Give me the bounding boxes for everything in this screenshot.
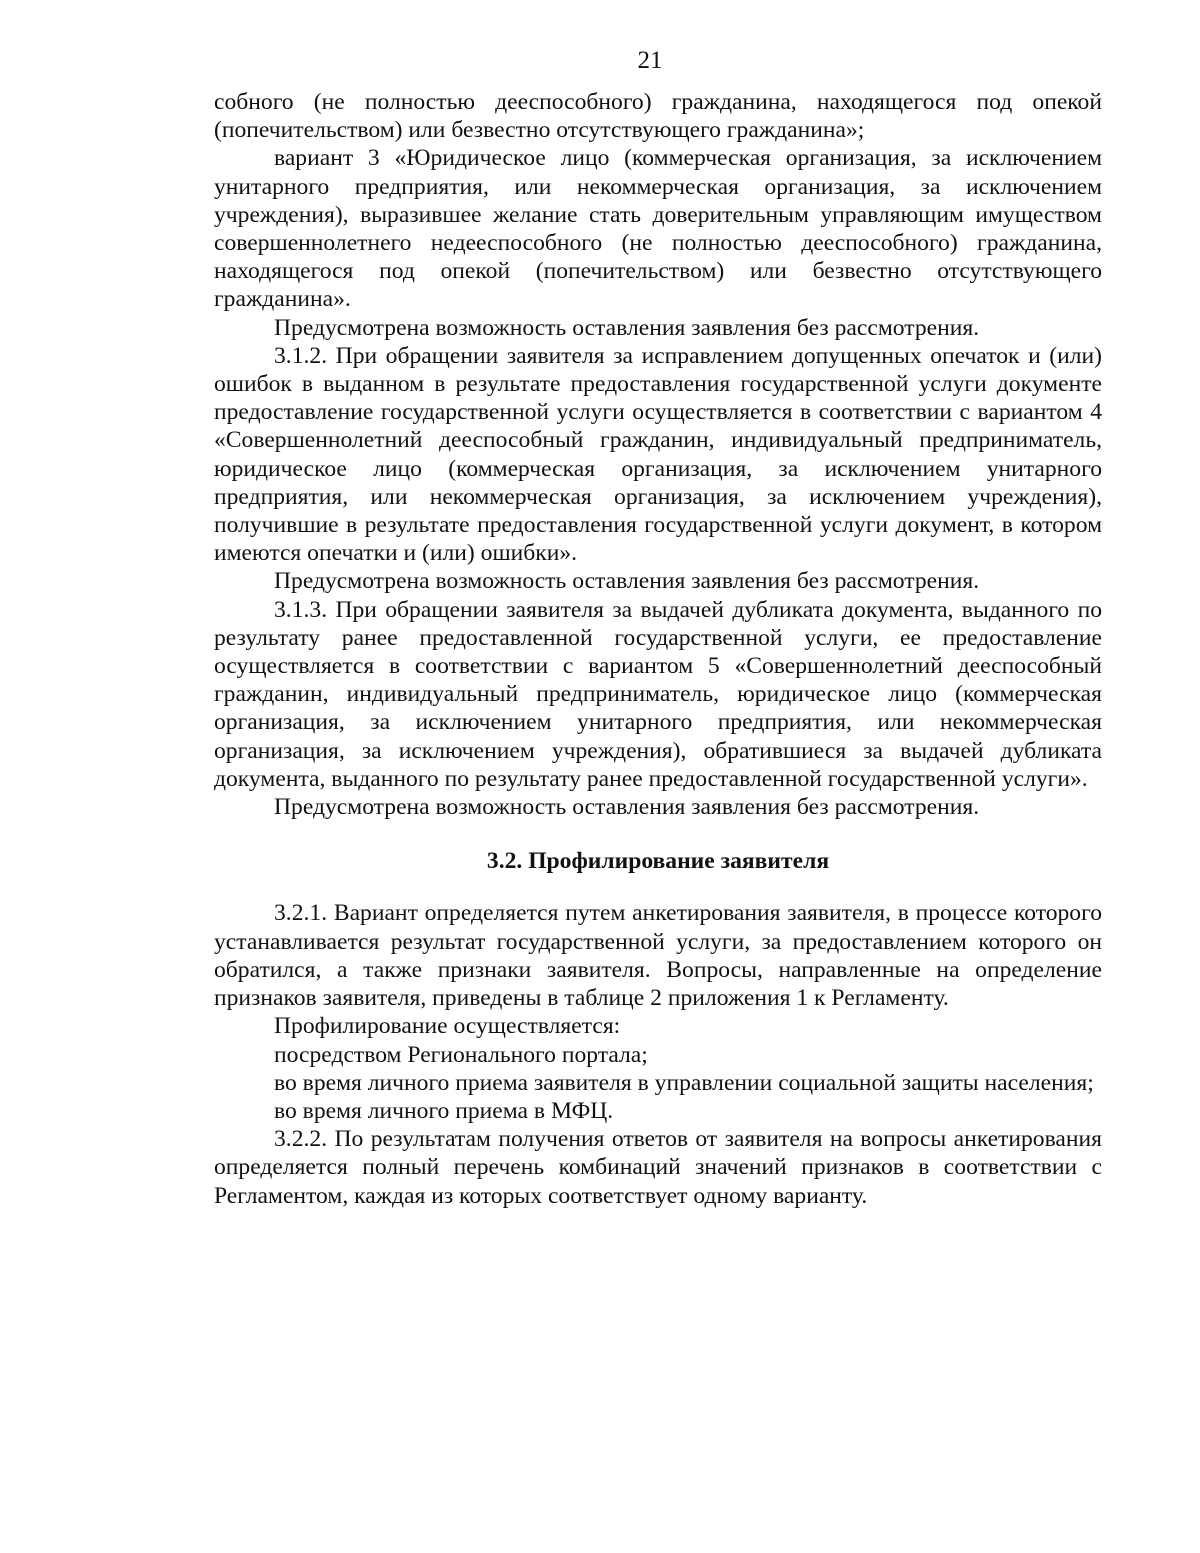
paragraph-no-review-note: Предусмотрена возможность оставления заявления без рассмотрения.	[274, 568, 980, 595]
paragraph-3-1-3: 3.1.3. При обращении заявителя за выдачей дубликата документа, выданного по результату ранее предоставленной государственной услуги, ее предоставление осуществляется в соответствии с вариантом 5 «Совершеннолетний дееспособный гражданин, индивидуальный предприниматель, юридическое лицо (коммерческая организация, за исключением унитарного предприятия, или некоммерческая организация, за исключением учреждения), обратившиеся за выдачей дубликата документа, выданного по результату ранее предоставленной государственной услуги».	[214, 596, 1102, 792]
paragraph-3-1-2: 3.1.2. При обращении заявителя за исправлением допущенных опечаток и (или) ошибок в выданном в результате предоставления государственной услуги документе предоставление государственной услуги осуществляется в соответствии с вариантом 4 «Совершеннолетний дееспособный гражданин, индивидуальный предприниматель, юридическое лицо (коммерческая организация, за исключением унитарного предприятия, или некоммерческая организация, за исключением учреждения), получившие в результате предоставления государственной услуги документ, в котором имеются опечатки и (или) ошибки».	[214, 342, 1102, 567]
list-item-mfc: во время личного приема в МФЦ.	[274, 1097, 614, 1124]
list-item-social-protection: во время личного приема заявителя в управлении социальной защиты населения;	[274, 1069, 1094, 1096]
paragraph-no-review-note: Предусмотрена возможность оставления заявления без рассмотрения.	[274, 314, 980, 341]
section-heading: 3.2. Профилирование заявителя	[486, 848, 830, 875]
paragraph-3-2-2: 3.2.2. По результатам получения ответов от заявителя на вопросы анкетирования определяется полный перечень комбинаций значений признаков в соответствии с Регламентом, каждая из которых соответствует одному варианту.	[214, 1126, 1102, 1209]
paragraph-variant-3: вариант 3 «Юридическое лицо (коммерческая организация, за исключением унитарного предприятия, или некоммерческая организация, за исключением учреждения), выразившее желание стать доверительным управляющим имуществом совершеннолетнего недееспособного (не полностью дееспособного) гражданина, находящегося под опекой (попечительством) или безвестно отсутствующего гражданина».	[214, 145, 1102, 313]
list-item-regional-portal: посредством Регионального портала;	[274, 1041, 648, 1068]
paragraph-3-2-1: 3.2.1. Вариант определяется путем анкетирования заявителя, в процессе которого устанавливается результат государственной услуги, за предоставлением которого он обратился, а также признаки заявителя. Вопросы, направленные на определение признаков заявителя, приведены в таблице 2 приложения 1 к Регламенту.	[214, 900, 1102, 1012]
page-number: 21	[637, 47, 663, 74]
paragraph-profiling-intro: Профилирование осуществляется:	[274, 1013, 621, 1040]
paragraph-no-review-note: Предусмотрена возможность оставления заявления без рассмотрения.	[274, 794, 980, 821]
document-body	[214, 88, 1102, 1210]
paragraph-continuation: собного (не полностью дееспособного) гражданина, находящегося под опекой (попечительством) или безвестно отсутствующего гражданина»;	[214, 89, 1102, 144]
